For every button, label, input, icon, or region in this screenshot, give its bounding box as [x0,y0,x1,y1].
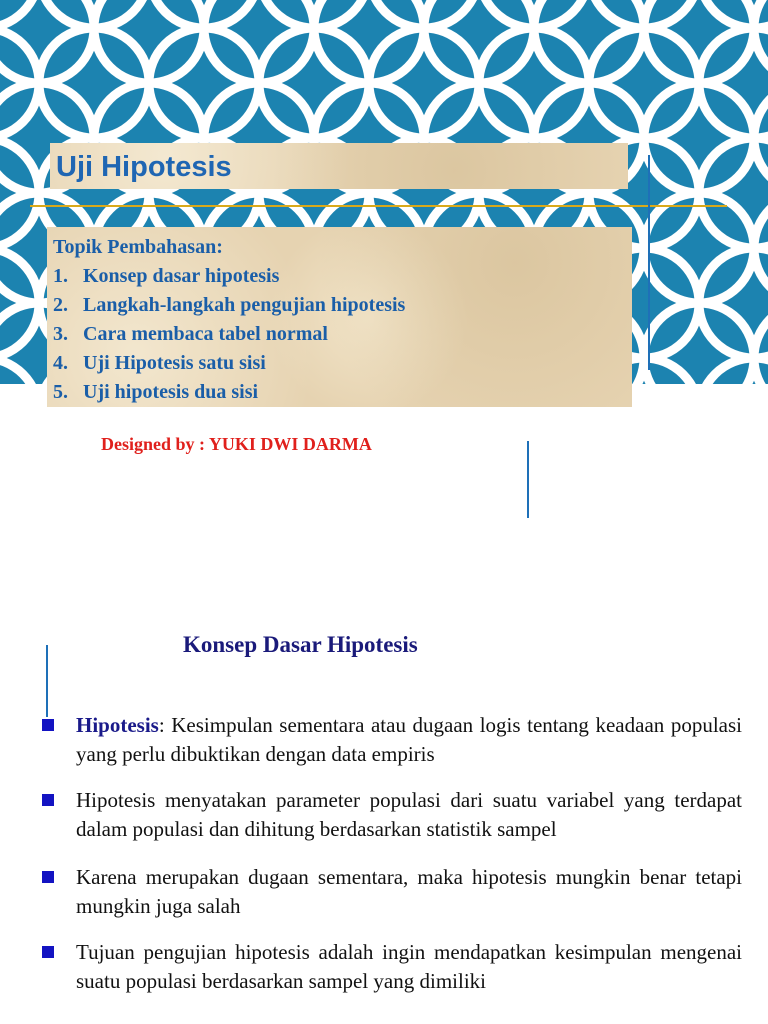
topic-item: 3. Cara membaca tabel normal [53,323,328,345]
author-credit: Designed by : YUKI DWI DARMA [101,434,372,454]
topics-heading: Topik Pembahasan: [53,236,223,258]
slide-title: Uji Hipotesis [56,151,232,183]
topic-item: 2. Langkah-langkah pengujian hipotesis [53,294,406,316]
bullet-text: : Kesimpulan sementara atau dugaan logis tentang keadaan populasi yang perlu dibuktikan dengan data empiris [76,713,742,766]
topic-item: 5. Uji hipotesis dua sisi [53,381,259,403]
list-item [42,711,742,769]
title-slide [0,0,768,403]
list-item [42,863,742,921]
section-title: Konsep Dasar Hipotesis [183,632,418,657]
topic-item: 1. Konsep dasar hipotesis [53,265,280,287]
decorative-vertical-line [46,645,48,717]
topics-list [53,233,405,407]
bullet-text: Tujuan pengujian hipotesis adalah ingin mendapatkan kesimpulan mengenai suatu populasi berdasarkan sampel yang dimiliki [76,940,742,993]
list-item [42,938,742,996]
bullet-text: Karena merupakan dugaan sementara, maka hipotesis mungkin benar tetapi mungkin juga salah [76,865,742,918]
square-bullet-icon [42,871,54,883]
square-bullet-icon [42,719,54,731]
bullet-text: Hipotesis menyatakan parameter populasi dari suatu variabel yang terdapat dalam populasi dan dihitung berdasarkan statistik sampel [76,788,742,841]
term-hipotesis: Hipotesis [76,713,159,737]
list-item [42,786,742,844]
topic-item: 4. Uji Hipotesis satu sisi [53,352,266,374]
square-bullet-icon [42,946,54,958]
concept-bullet-list [42,711,742,1013]
square-bullet-icon [42,794,54,806]
decorative-vertical-line [648,155,650,370]
decorative-vertical-line [527,441,529,518]
title-underline [30,205,727,207]
